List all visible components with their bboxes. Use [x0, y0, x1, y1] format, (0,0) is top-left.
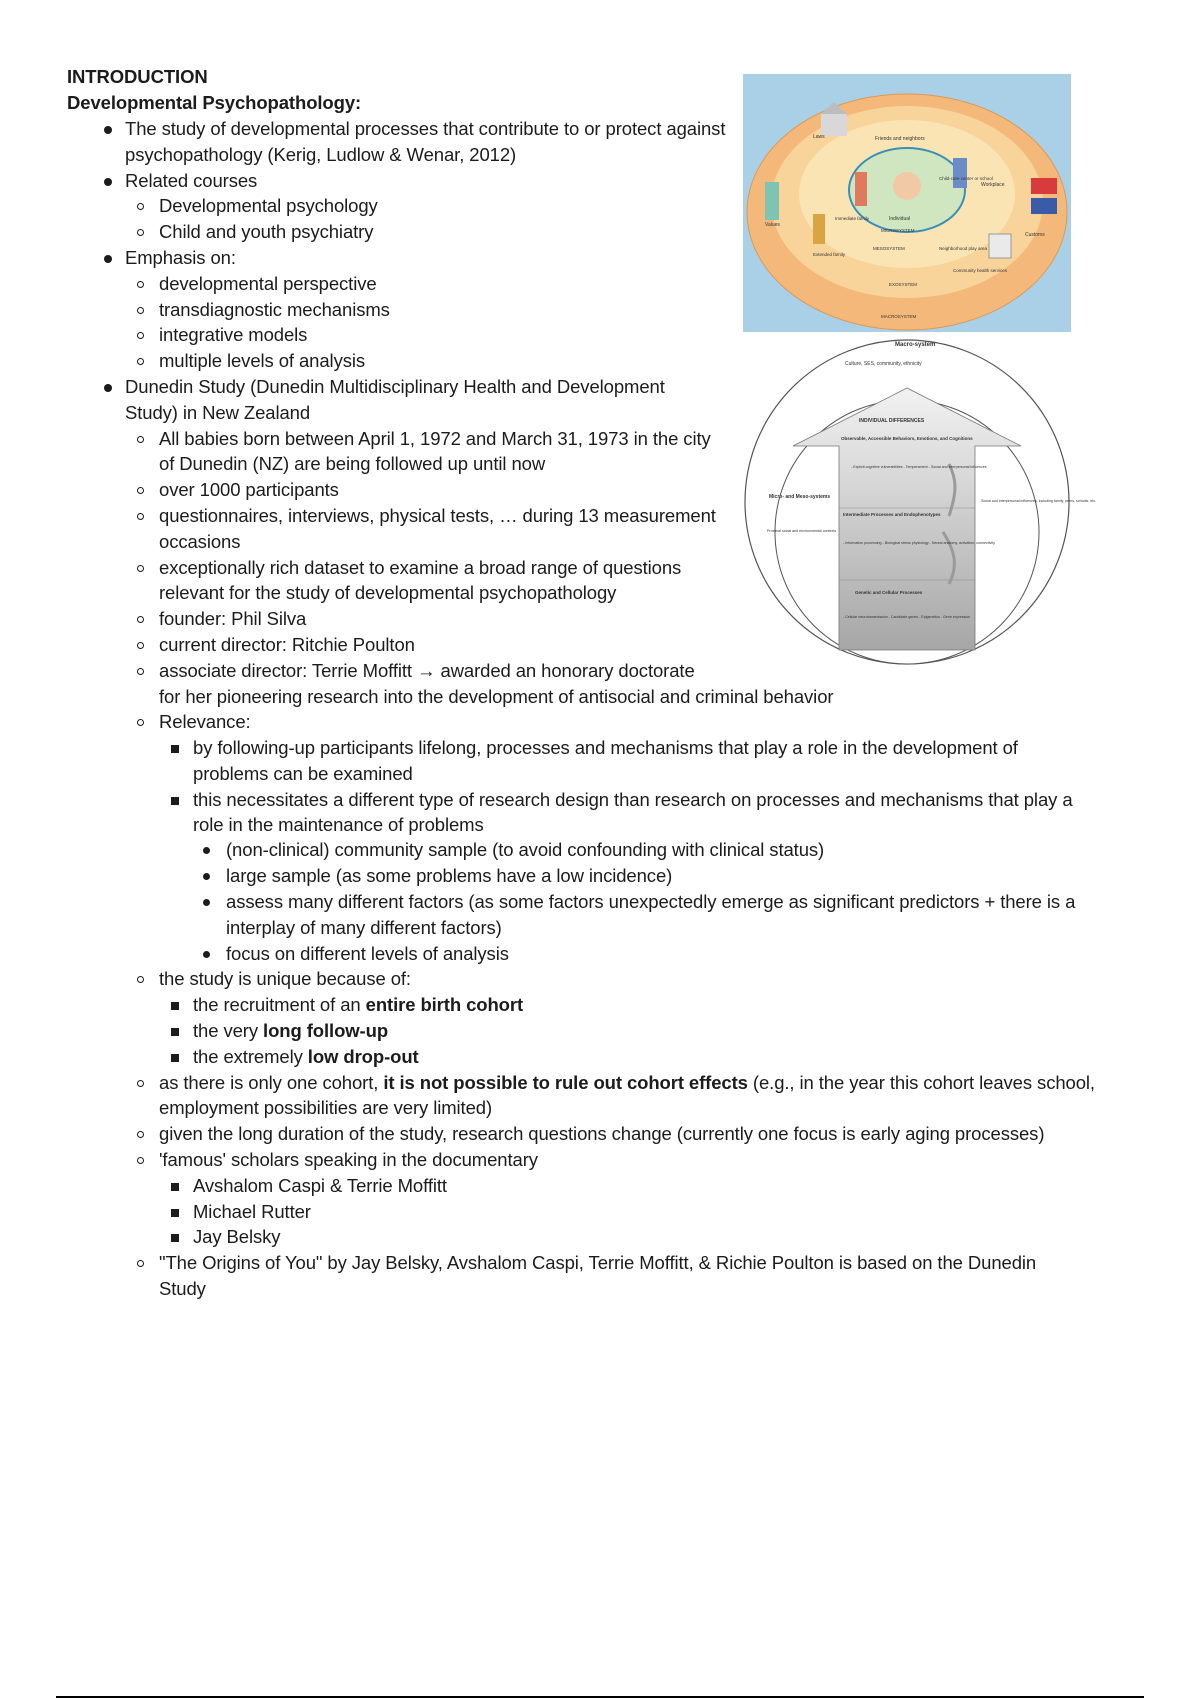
statue-of-liberty-icon — [765, 182, 779, 220]
bullet-circle — [137, 616, 144, 623]
list-item: Child and youth psychiatry — [159, 221, 374, 242]
list-item: Dunedin Study (Dunedin Multidisciplinary Health and Development — [125, 376, 665, 397]
label-microsystem: MICROSYSTEM — [881, 228, 915, 233]
bullet-circle — [137, 565, 144, 572]
section-subheading: Developmental Psychopathology: — [67, 92, 362, 113]
list-item: Michael Rutter — [193, 1201, 311, 1222]
person-icon — [953, 158, 967, 188]
list-item-cont: role in the maintenance of problems — [193, 814, 484, 835]
list-item-cont: occasions — [159, 531, 241, 552]
bold-run: low drop-out — [307, 1046, 419, 1067]
bold-run: it is not possible to rule out cohort effects — [383, 1072, 748, 1093]
list-item: 'famous' scholars speaking in the documentary — [159, 1149, 538, 1170]
bullet-circle — [137, 976, 144, 983]
list-item-cont: Study — [159, 1278, 206, 1299]
levels-of-analysis-figure — [743, 332, 1096, 668]
bullet-square — [171, 745, 179, 753]
label-laws: Laws — [813, 134, 825, 140]
list-item — [193, 1044, 419, 1070]
list-item: The study of developmental processes that contribute to or protect against — [125, 118, 726, 139]
list-item: "The Origins of You" by Jay Belsky, Avshalom Caspi, Terrie Moffitt, & Richie Poulton is based on the Dunedin — [159, 1252, 1037, 1273]
label-observable: Observable, Accessible Behaviors, Emotions, and Cognitions — [841, 436, 973, 441]
list-item: transdiagnostic mechanisms — [159, 299, 390, 320]
list-item-cont: for her pioneering research into the development of antisocial and criminal behavior — [159, 686, 834, 707]
list-item: questionnaires, interviews, physical tests, … during 13 measurement — [159, 505, 716, 526]
list-item: Relevance: — [159, 711, 251, 732]
bullet-small-dot — [203, 899, 210, 906]
bullet-circle — [137, 436, 144, 443]
list-item: integrative models — [159, 324, 308, 345]
label-macro-sub: Culture, SES, community, ethnicity — [845, 361, 922, 367]
list-item: developmental perspective — [159, 273, 377, 294]
list-item-cont: relevant for the study of developmental psychopathology — [159, 582, 617, 603]
list-item-cont: problems can be examined — [193, 763, 413, 784]
list-item: associate director: Terrie Moffitt → awarded an honorary doctorate — [159, 660, 695, 681]
list-item-cont: employment possibilities are very limited) — [159, 1097, 493, 1118]
bullet-square — [171, 1234, 179, 1242]
bullet-circle — [137, 513, 144, 520]
label-intermediate-items: - Information processing - Biological stress physiology - Neural anatomy, activation, connectivity — [843, 541, 995, 545]
bullet-square — [171, 1002, 179, 1010]
section-heading: INTRODUCTION — [67, 66, 208, 87]
label-customs: Customs — [1025, 232, 1045, 238]
label-childcare: Child-care center or school — [939, 176, 993, 181]
label-extended-family: Extended family — [813, 252, 846, 257]
label-workplace: Workplace — [981, 182, 1005, 188]
bullet-circle — [137, 1131, 144, 1138]
us-flag-icon — [1031, 198, 1057, 214]
label-friends: Friends and neighbors — [875, 136, 925, 142]
label-individual: Individual — [889, 216, 911, 222]
capitol-building-icon — [821, 114, 847, 136]
text-run: as there is only one cohort, — [159, 1072, 384, 1093]
list-item: over 1000 participants — [159, 479, 339, 500]
label-immediate-family: Immediate family — [835, 216, 870, 221]
text-run: (e.g., in the year this cohort leaves school, — [747, 1072, 1095, 1093]
label-intermediate: Intermediate Processes and Endophenotypes — [843, 512, 941, 517]
text-run: the extremely — [193, 1046, 308, 1067]
individual-icon — [893, 172, 921, 200]
list-item — [193, 1018, 388, 1044]
doctor-portrait-icon — [989, 234, 1011, 258]
list-item: given the long duration of the study, research questions change (currently one focus is early aging processes) — [159, 1123, 1045, 1144]
bullet-dot — [104, 384, 112, 392]
bullet-circle — [137, 1157, 144, 1164]
bullet-dot — [104, 126, 112, 134]
list-item: assess many different factors (as some factors unexpectedly emerge as significant predictors + there is a — [226, 891, 1076, 912]
label-individual-differences: INDIVIDUAL DIFFERENCES — [859, 418, 925, 424]
list-item: multiple levels of analysis — [159, 350, 366, 371]
footer-rule — [56, 1696, 1144, 1698]
label-micro-meso: Micro- and Meso-systems — [769, 494, 831, 500]
label-exosystem: EXOSYSTEM — [889, 282, 918, 287]
bullet-circle — [137, 1080, 144, 1087]
list-item: current director: Ritchie Poulton — [159, 634, 415, 655]
list-item-cont: Study) in New Zealand — [125, 402, 311, 423]
bullet-circle — [137, 358, 144, 365]
list-item: Jay Belsky — [193, 1226, 281, 1247]
bullet-circle — [137, 487, 144, 494]
label-genetic: Genetic and Cellular Processes — [855, 590, 923, 595]
list-item: this necessitates a different type of research design than research on processes and mechanisms that play a — [193, 789, 1073, 810]
list-item: (non-clinical) community sample (to avoid confounding with clinical status) — [226, 839, 825, 860]
list-item: founder: Phil Silva — [159, 608, 307, 629]
bullet-circle — [137, 307, 144, 314]
bullet-circle — [137, 719, 144, 726]
label-neighborhood: Neighborhood play area — [939, 246, 988, 251]
bullet-circle — [137, 229, 144, 236]
label-community: Community health services — [953, 268, 1008, 273]
list-item: Emphasis on: — [125, 247, 236, 268]
bullet-square — [171, 797, 179, 805]
list-item-cont: psychopathology (Kerig, Ludlow & Wenar, 2012) — [125, 144, 517, 165]
label-genetic-items: - Cellular neurotransmission - Candidate genes - Epigenetics - Gene expression — [843, 615, 971, 619]
bullet-dot — [104, 178, 112, 186]
label-social: Social and interpersonal influences, including family, peers, schools, etc. — [981, 499, 1096, 503]
text-run: the very — [193, 1020, 264, 1041]
text-run: the recruitment of an — [193, 994, 366, 1015]
list-item-cont: interplay of many different factors) — [226, 917, 502, 938]
label-macrosystem: MACROSYSTEM — [881, 314, 917, 319]
list-item: the study is unique because of: — [159, 968, 411, 989]
list-item: Avshalom Caspi & Terrie Moffitt — [193, 1175, 447, 1196]
ecological-systems-figure — [743, 74, 1071, 332]
bullet-square — [171, 1054, 179, 1062]
bullet-circle — [137, 642, 144, 649]
list-item — [193, 992, 523, 1018]
list-item: All babies born between April 1, 1972 and March 31, 1973 in the city — [159, 428, 711, 449]
list-item: exceptionally rich dataset to examine a broad range of questions — [159, 557, 682, 578]
bullet-small-dot — [203, 873, 210, 880]
bold-run: entire birth cohort — [365, 994, 524, 1015]
bullet-circle — [137, 668, 144, 675]
bold-run: long follow-up — [263, 1020, 389, 1041]
bullet-circle — [137, 203, 144, 210]
label-values: Values — [765, 222, 780, 228]
extended-family-icon — [813, 214, 825, 244]
list-item — [159, 1070, 1095, 1096]
bullet-circle — [137, 332, 144, 339]
bullet-circle — [137, 1260, 144, 1267]
bullet-dot — [104, 255, 112, 263]
canada-flag-icon — [1031, 178, 1057, 194]
bullet-square — [171, 1209, 179, 1217]
label-macro: Macro-system — [895, 342, 936, 348]
bullet-circle — [137, 281, 144, 288]
list-item: by following-up participants lifelong, processes and mechanisms that play a role in the development of — [193, 737, 1018, 758]
label-observable-items: - Explicit cognitive vulnerabilities - Temperament - Social and interpersonal influences — [851, 465, 987, 469]
list-item: focus on different levels of analysis — [226, 943, 509, 964]
list-item: Related courses — [125, 170, 258, 191]
list-item: large sample (as some problems have a low incidence) — [226, 865, 673, 886]
family-member-icon — [855, 172, 867, 206]
bullet-square — [171, 1183, 179, 1191]
bullet-small-dot — [203, 951, 210, 958]
bullet-square — [171, 1028, 179, 1036]
list-item: Developmental psychology — [159, 195, 378, 216]
label-mesosystem: MESOSYSTEM — [873, 246, 905, 251]
bullet-small-dot — [203, 847, 210, 854]
label-proximal: Proximal social and environmental contexts — [767, 529, 837, 533]
list-item-cont: of Dunedin (NZ) are being followed up until now — [159, 453, 546, 474]
